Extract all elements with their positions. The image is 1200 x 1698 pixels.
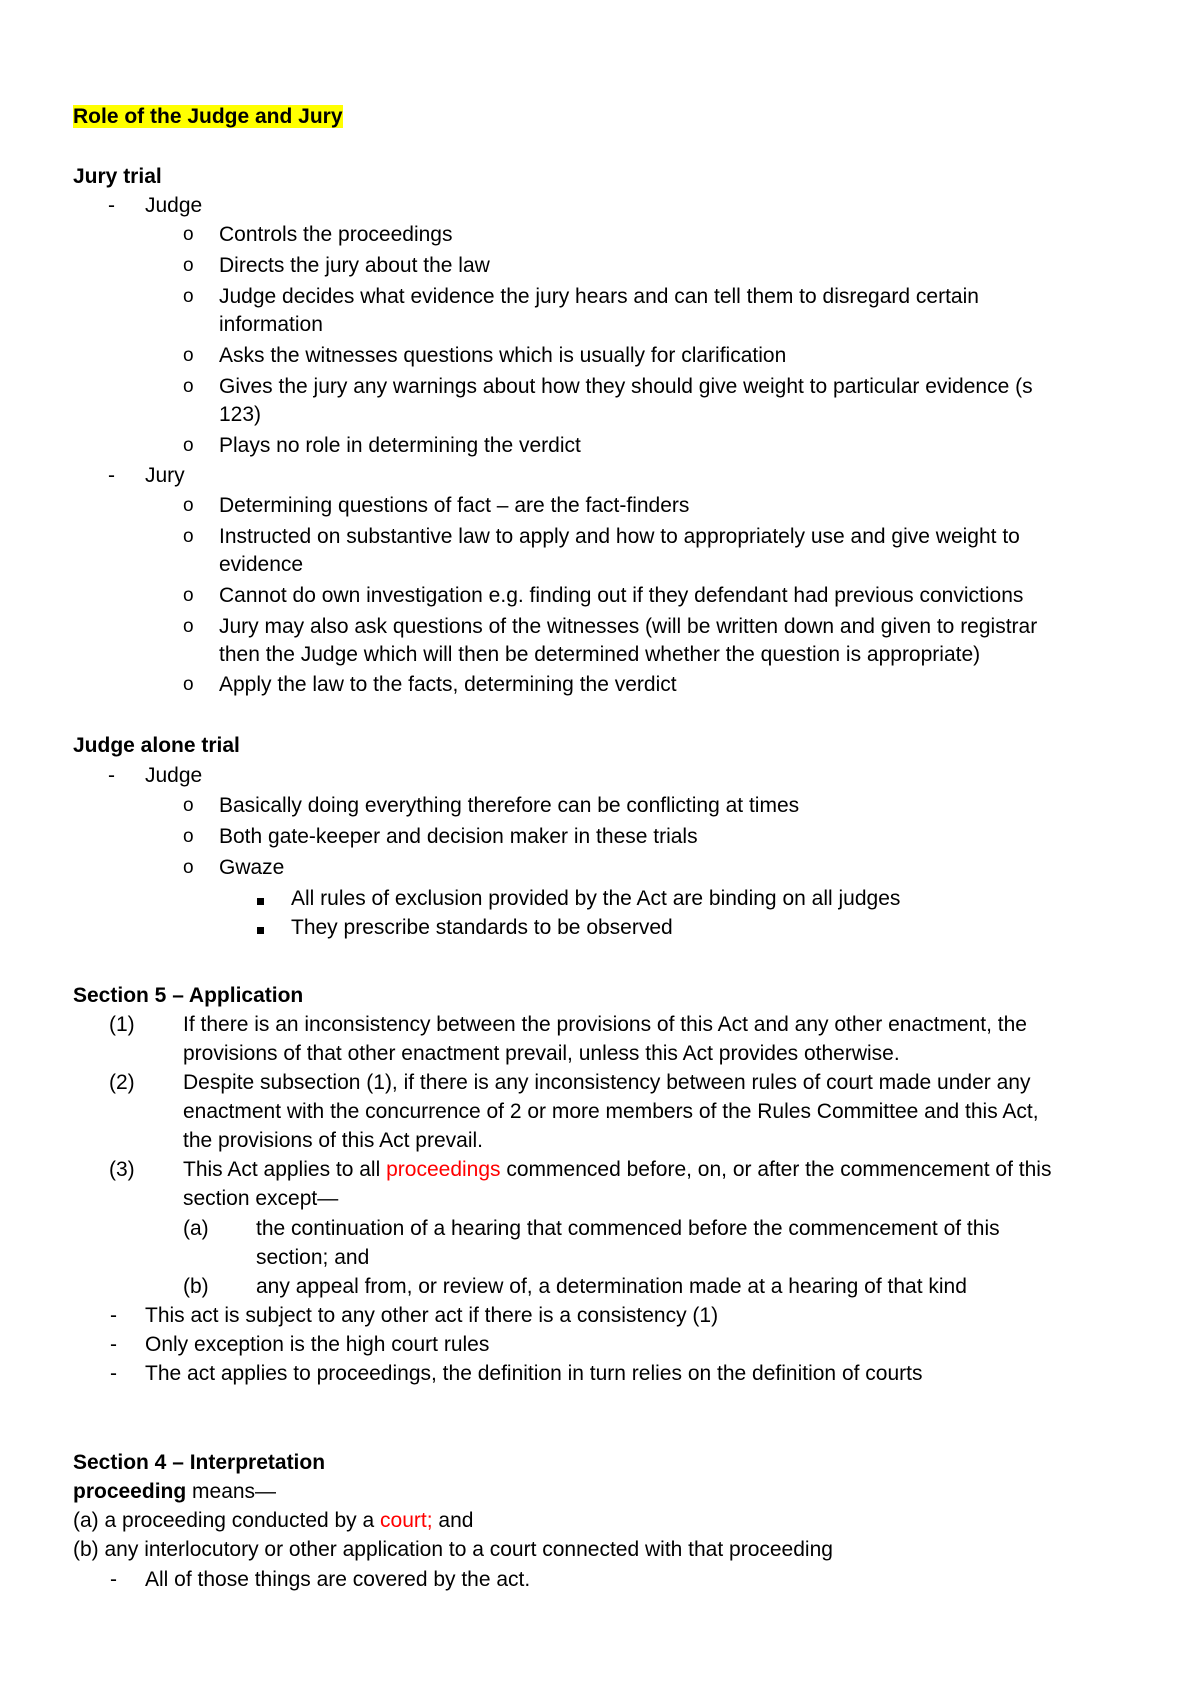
list-item: Judge decides what evidence the jury hears and can tell them to disregard certain: [219, 285, 979, 308]
dash-marker: -: [110, 1333, 117, 1356]
dash-marker: -: [110, 1568, 117, 1591]
circle-bullet: o: [183, 857, 194, 878]
paragraph-text: the continuation of a hearing that commenced before the commencement of this: [256, 1217, 1000, 1240]
list-item: Basically doing everything therefore can be conflicting at times: [219, 794, 800, 817]
list-item-continuation: 123): [219, 403, 262, 426]
paragraph-letter: (b): [183, 1275, 209, 1298]
list-item: They prescribe standards to be observed: [291, 916, 673, 939]
square-bullet-icon: [257, 927, 264, 934]
court-term: court;: [380, 1509, 433, 1532]
proceedings-term: proceedings: [386, 1158, 501, 1181]
circle-bullet: o: [183, 826, 194, 847]
text-run: commenced before, on, or after the commencement of this: [500, 1158, 1052, 1181]
dash-marker: -: [110, 1362, 117, 1385]
subsection-text: Despite subsection (1), if there is any inconsistency between rules of court made under any: [183, 1071, 1031, 1094]
text-run: (a) a proceeding conducted by a: [73, 1509, 381, 1532]
list-item: Both gate-keeper and decision maker in these trials: [219, 825, 698, 848]
list-item-continuation: then the Judge which will then be determined whether the question is appropriate): [219, 643, 981, 666]
list-item: Gwaze: [219, 856, 285, 879]
judge-alone-judge-label: Judge: [145, 764, 203, 787]
text-run: This Act applies to all: [183, 1158, 387, 1181]
circle-bullet: o: [183, 526, 194, 547]
paragraph-text: any appeal from, or review of, a determination made at a hearing of that kind: [256, 1275, 967, 1298]
subsection-text: section except—: [183, 1187, 339, 1210]
dash-marker: -: [108, 464, 115, 487]
circle-bullet: o: [183, 435, 194, 456]
paragraph-text: section; and: [256, 1246, 370, 1269]
subsection-number: (3): [109, 1158, 135, 1181]
note-item: Only exception is the high court rules: [145, 1333, 490, 1356]
section5-heading: Section 5 – Application: [73, 984, 304, 1007]
subsection-text: enactment with the concurrence of 2 or more members of the Rules Committee and this Act,: [183, 1100, 1039, 1123]
defined-term: proceeding: [73, 1480, 187, 1503]
list-item: Determining questions of fact – are the fact-finders: [219, 494, 690, 517]
list-item: Cannot do own investigation e.g. finding out if they defendant had previous convictions: [219, 584, 1024, 607]
jury-trial-heading: Jury trial: [73, 165, 162, 188]
list-item: Gives the jury any warnings about how they should give weight to particular evidence (s: [219, 375, 1033, 398]
subsection-text: [183, 1156, 1051, 1184]
text-run: and: [432, 1509, 474, 1532]
list-item: Plays no role in determining the verdict: [219, 434, 581, 457]
document-title: [73, 103, 343, 131]
list-item: All rules of exclusion provided by the Act are binding on all judges: [291, 887, 901, 910]
definition-item-a: [73, 1507, 473, 1535]
subsection-text: If there is an inconsistency between the provisions of this Act and any other enactment, the: [183, 1013, 1027, 1036]
list-item: Directs the jury about the law: [219, 254, 490, 277]
circle-bullet: o: [183, 616, 194, 637]
jury-trial-jury-label: Jury: [145, 464, 185, 487]
list-item-continuation: information: [219, 313, 323, 336]
dash-marker: -: [108, 194, 115, 217]
circle-bullet: o: [183, 376, 194, 397]
dash-marker: -: [110, 1304, 117, 1327]
circle-bullet: o: [183, 674, 194, 695]
circle-bullet: o: [183, 795, 194, 816]
list-item: Jury may also ask questions of the witnesses (will be written down and given to registrar: [219, 615, 1038, 638]
subsection-number: (2): [109, 1071, 135, 1094]
circle-bullet: o: [183, 345, 194, 366]
title-highlight: Role of the Judge and Jury: [73, 105, 343, 128]
list-item-continuation: evidence: [219, 553, 304, 576]
subsection-text: the provisions of this Act prevail.: [183, 1129, 483, 1152]
circle-bullet: o: [183, 224, 194, 245]
list-item: Instructed on substantive law to apply and how to appropriately use and give weight to: [219, 525, 1020, 548]
list-item: Asks the witnesses questions which is usually for clarification: [219, 344, 787, 367]
note-item: This act is subject to any other act if there is a consistency (1): [145, 1304, 719, 1327]
circle-bullet: o: [183, 495, 194, 516]
list-item: Controls the proceedings: [219, 223, 453, 246]
square-bullet-icon: [257, 898, 264, 905]
text-run: means—: [186, 1480, 277, 1503]
definition-item-b: (b) any interlocutory or other application to a court connected with that proceeding: [73, 1538, 833, 1561]
list-item: Apply the law to the facts, determining the verdict: [219, 673, 677, 696]
judge-alone-heading: Judge alone trial: [73, 734, 240, 757]
dash-marker: -: [108, 764, 115, 787]
note-item: All of those things are covered by the act.: [145, 1568, 531, 1591]
circle-bullet: o: [183, 286, 194, 307]
paragraph-letter: (a): [183, 1217, 209, 1240]
note-item: The act applies to proceedings, the definition in turn relies on the definition of courts: [145, 1362, 923, 1385]
jury-trial-judge-label: Judge: [145, 194, 203, 217]
definition-line: [73, 1478, 276, 1506]
circle-bullet: o: [183, 585, 194, 606]
section4-heading: Section 4 – Interpretation: [73, 1451, 326, 1474]
subsection-number: (1): [109, 1013, 135, 1036]
circle-bullet: o: [183, 255, 194, 276]
subsection-text: provisions of that other enactment prevail, unless this Act provides otherwise.: [183, 1042, 900, 1065]
